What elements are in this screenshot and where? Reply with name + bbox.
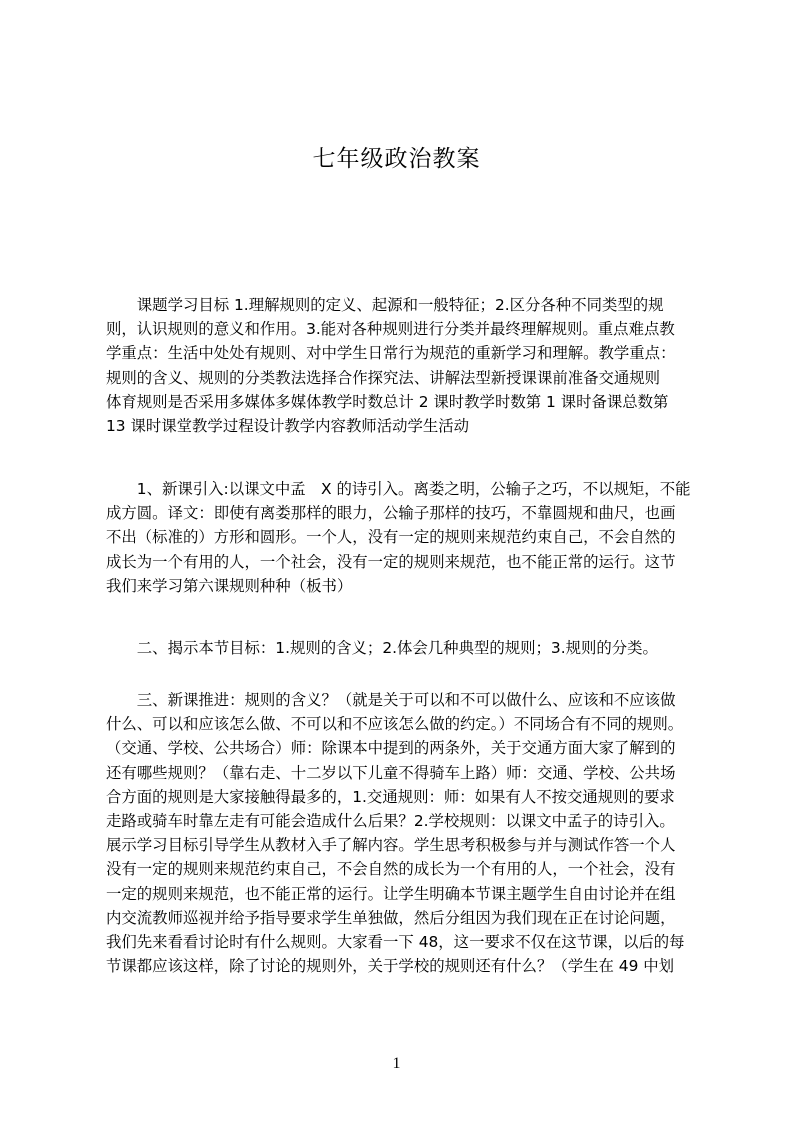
document-title: 七年级政治教案 [312, 146, 481, 172]
text-line: 展示学习目标引导学生从教材入手了解内容。学生思考积极参与并与测试作答一个人 [106, 836, 676, 855]
text-line: 什么、可以和应该怎么做、不可以和不应该怎么做的约定。）不同场合有不同的规则。 [106, 715, 684, 734]
paragraph-goals [106, 636, 710, 660]
text-line: 节课都应该这样，除了讨论的规则外，关于学校的规则还有什么？（学生在 49 中划 [106, 957, 675, 976]
text-line: 还有哪些规则？（靠右走、十二岁以下儿童不得骑车上路）师：交通、学校、公共场 [106, 763, 676, 782]
text-line: 我们来学习第六课规则种种（板书） [106, 576, 353, 595]
text-line: 我们先来看看讨论时有什么规则。大家看一下 48，这一要求不仅在这节课，以后的每 [106, 932, 685, 951]
text-line: 走路或骑车时靠左走有可能会造成什么后果？2.学校规则：以课文中孟子的诗引入。 [106, 811, 675, 830]
text-line: 一定的规则来规范，也不能正常的运行。让学生明确本节课主题学生自由讨论并在组 [106, 884, 676, 903]
text-line: 13 课时课堂教学过程设计教学内容教师活动学生活动 [106, 416, 470, 435]
paragraph-introduction [106, 477, 710, 598]
text-line: 二、揭示本节目标：1.规则的含义；2.体会几种典型的规则；3.规则的分类。 [106, 639, 658, 657]
text-line: 不出（标准的）方形和圆形。一个人，没有一定的规则来规范约束自己，不会自然的 [106, 528, 676, 547]
paragraph-objectives [106, 293, 710, 438]
page-number: 1 [392, 1055, 401, 1072]
text-line: 合方面的规则是大家接触得最多的，1.交通规则：师：如果有人不按交通规则的要求 [106, 787, 675, 806]
text-line: 三、新课推进：规则的含义？（就是关于可以和不可以做什么、应该和不应该做 [106, 691, 676, 709]
text-line: 则，认识规则的意义和作用。3.能对各种规则进行分类并最终理解规则。重点难点教 [106, 320, 675, 339]
text-line: 学重点：生活中处处有规则、对中学生日常行为规范的重新学习和理解。教学重点： [106, 344, 676, 363]
text-line: 1、新课引入:以课文中孟 X 的诗引入。离娄之明，公输子之巧，不以规矩，不能 [106, 480, 691, 498]
text-line: 没有一定的规则来规范约束自己，不会自然的成长为一个有用的人，一个社会，没有 [106, 860, 676, 879]
text-line: 成长为一个有用的人，一个社会，没有一定的规则来规范，也不能正常的运行。这节 [106, 552, 676, 571]
text-line: 课题学习目标 1.理解规则的定义、起源和一般特征；2.区分各种不同类型的规 [106, 296, 664, 314]
text-line: 规则的含义、规则的分类教法选择合作探究法、讲解法型新授课课前准备交通规则 [106, 368, 661, 387]
paragraph-new-lesson [106, 688, 710, 978]
text-line: （交通、学校、公共场合）师：除课本中提到的两条外，关于交通方面大家了解到的 [106, 739, 676, 758]
text-line: 成方圆。译文：即使有离娄那样的眼力，公输子那样的技巧，不靠圆规和曲尺，也画 [106, 504, 676, 523]
text-line: 体育规则是否采用多媒体多媒体教学时数总计 2 课时教学时数第 1 课时备课总数第 [106, 392, 669, 411]
text-line: 内交流教师巡视并给予指导要求学生单独做，然后分组因为我们现在正在讨论问题， [106, 908, 676, 927]
